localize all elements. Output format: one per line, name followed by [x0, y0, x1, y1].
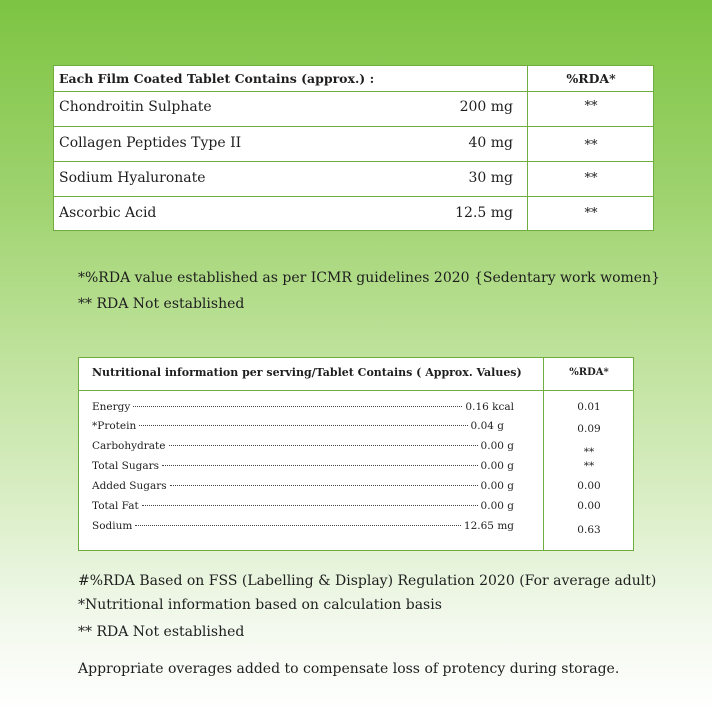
nutrition-row [92, 500, 514, 514]
nutrient-rda: 0.00 [577, 480, 601, 492]
nutrition-row [92, 520, 514, 534]
nutrient-name: Energy [92, 401, 131, 413]
rda-not-established-note-bottom: ** RDA Not established [78, 624, 245, 640]
rda-not-established-note: ** RDA Not established [78, 296, 245, 312]
ingredient-rda: ** [584, 206, 598, 221]
ingredient-rda: ** [584, 171, 598, 186]
nutrient-rda: ** [583, 446, 595, 458]
nutrient-value: 12.65 mg [463, 520, 514, 532]
nutrient-value: 0.00 g [480, 460, 514, 472]
nutrient-value: 0.00 g [480, 500, 514, 512]
nutrition-row [92, 440, 514, 454]
rda-icmr-note: *%RDA value established as per ICMR guidelines 2020 {Sedentary work women} [78, 270, 660, 286]
dot-leader [169, 445, 478, 446]
nutrient-value: 0.00 g [480, 480, 514, 492]
ingredient-name: Ascorbic Acid [59, 205, 157, 221]
fss-regulation-note: #%RDA Based on FSS (Labelling & Display) Regulation 2020 (For average adult) [78, 573, 657, 589]
dot-leader [162, 465, 478, 466]
ingredient-rda: ** [584, 99, 598, 114]
calculation-basis-note: *Nutritional information based on calculation basis [78, 597, 442, 613]
nutrient-rda: 0.00 [577, 500, 601, 512]
ingredients-table [53, 65, 654, 231]
ingredients-header-rda: %RDA* [566, 71, 616, 86]
dot-leader [170, 485, 478, 486]
nutrient-name: Total Sugars [92, 460, 160, 472]
nutrition-row [92, 480, 514, 494]
nutrient-value: 0.04 g [470, 420, 504, 432]
nutrient-rda: 0.09 [577, 423, 601, 435]
ingredient-row [54, 127, 653, 162]
overages-note: Appropriate overages added to compensate loss of protency during storage. [78, 661, 620, 677]
nutrient-name: Added Sugars [92, 480, 167, 492]
ingredient-amount: 40 mg [468, 135, 513, 151]
nutrient-rda: 0.63 [577, 524, 601, 536]
dot-leader [142, 505, 478, 506]
ingredient-amount: 200 mg [459, 99, 513, 115]
nutrient-name: *Protein [92, 420, 137, 432]
nutrient-value: 0.00 g [480, 440, 514, 452]
nutrient-name: Carbohydrate [92, 440, 166, 452]
ingredient-amount: 30 mg [468, 170, 513, 186]
header-divider [79, 390, 633, 391]
ingredients-header-row [54, 66, 653, 92]
nutrition-table [78, 357, 634, 551]
nutrition-row [92, 401, 514, 415]
ingredient-rda: ** [584, 138, 598, 153]
nutrient-name: Sodium [92, 520, 133, 532]
nutrition-row [92, 420, 504, 434]
nutrition-row [92, 460, 514, 474]
ingredient-row [54, 197, 653, 231]
ingredients-header-label: Each Film Coated Tablet Contains (approx.) : [59, 71, 375, 86]
ingredient-amount: 12.5 mg [455, 205, 513, 221]
dot-leader [133, 406, 462, 407]
ingredient-row [54, 162, 653, 197]
nutrient-rda: ** [583, 460, 595, 472]
nutrient-name: Total Fat [92, 500, 139, 512]
ingredient-name: Collagen Peptides Type II [59, 135, 242, 151]
nutrient-value: 0.16 kcal [465, 401, 514, 413]
ingredient-name: Chondroitin Sulphate [59, 99, 212, 115]
dot-leader [139, 425, 467, 426]
nutrient-rda: 0.01 [577, 401, 601, 413]
nutrition-header-rda: %RDA* [569, 367, 609, 378]
ingredient-name: Sodium Hyaluronate [59, 170, 206, 186]
ingredient-row [54, 92, 653, 127]
nutrition-header-label: Nutritional information per serving/Tablet Contains ( Approx. Values) [92, 366, 522, 379]
dot-leader [135, 525, 461, 526]
